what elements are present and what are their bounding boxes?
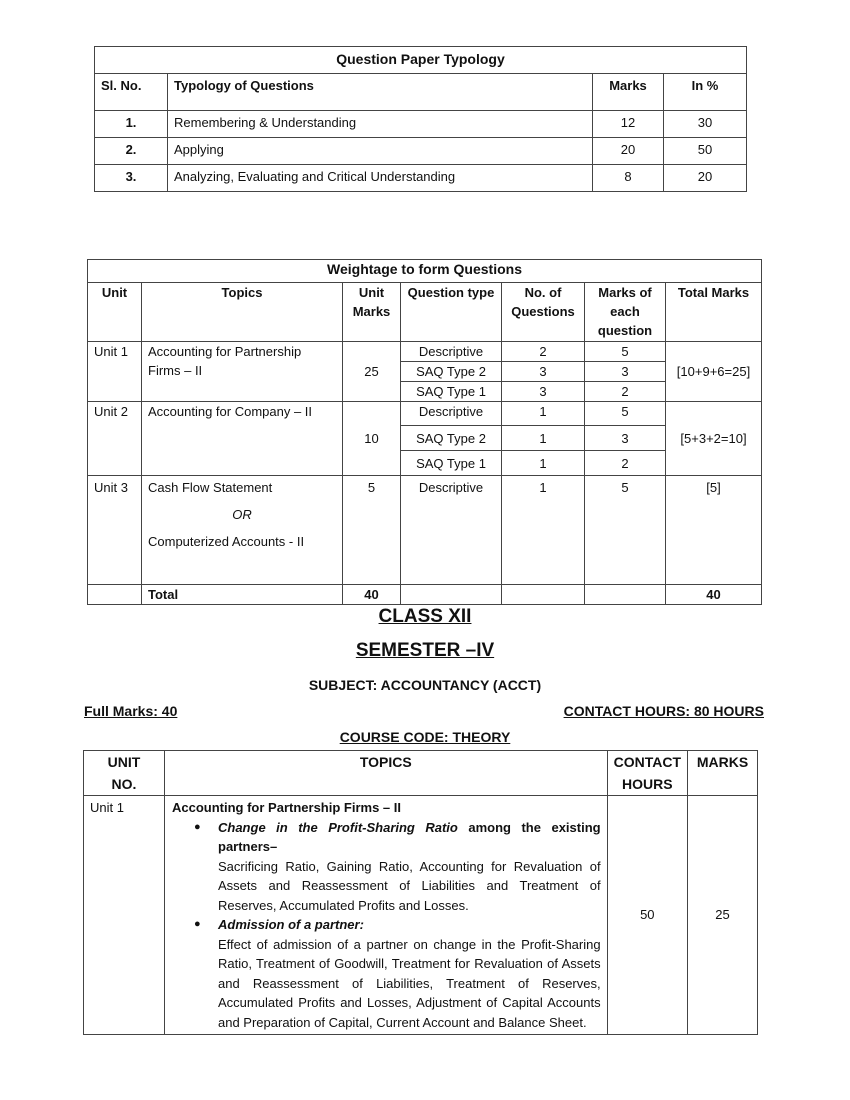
question-count: 1 — [502, 426, 585, 451]
item-heading-tail: among the existing partners– — [218, 819, 601, 854]
header-percent: In % — [664, 74, 747, 111]
header-total-marks: Total Marks — [666, 283, 762, 342]
contact-hours-value: 50 — [607, 796, 687, 1035]
topic-or: OR — [232, 507, 252, 522]
typology-text: Analyzing, Evaluating and Critical Understanding — [168, 165, 593, 192]
header-question-type: Question type — [401, 283, 502, 342]
question-marks: 3 — [585, 362, 666, 382]
question-type: Descriptive — [401, 476, 502, 585]
total-unit-marks: 40 — [343, 585, 401, 605]
sl-no: 2. — [95, 138, 168, 165]
question-marks: 2 — [585, 382, 666, 402]
sl-no: 3. — [95, 165, 168, 192]
header-marks: MARKS — [688, 751, 758, 796]
weightage-header-row — [88, 283, 762, 342]
question-count: 3 — [502, 382, 585, 402]
header-marks: Marks — [593, 74, 664, 111]
table-row — [88, 402, 762, 426]
unit-label: Unit 2 — [88, 402, 142, 476]
list-item — [194, 818, 601, 916]
unit-label: Unit 3 — [88, 476, 142, 585]
course-code: COURSE CODE: THEORY — [339, 729, 511, 745]
question-marks: 5 — [585, 402, 666, 426]
question-type: SAQ Type 2 — [401, 426, 502, 451]
marks-value: 25 — [688, 796, 758, 1035]
list-item — [194, 915, 601, 1032]
total-label: Total — [142, 585, 343, 605]
unit-topic: Accounting for Company – II — [142, 402, 343, 476]
header-unit: Unit — [88, 283, 142, 342]
question-type: Descriptive — [401, 342, 502, 362]
header-sl-no: Sl. No. — [95, 74, 168, 111]
question-marks: 5 — [585, 342, 666, 362]
unit-marks: 25 — [343, 342, 401, 402]
bullet-icon: ● — [194, 820, 201, 833]
bullet-icon: ● — [194, 918, 201, 930]
total-marks: [10+9+6=25] — [666, 342, 762, 402]
typology-text: Applying — [168, 138, 593, 165]
semester-title: SEMESTER –IV — [355, 640, 495, 661]
sl-no: 1. — [95, 111, 168, 138]
question-count: 2 — [502, 342, 585, 362]
topic-title: Accounting for Partnership Firms – II — [172, 800, 401, 815]
topic-list — [172, 818, 601, 1033]
item-heading: Change in the Profit-Sharing Ratio — [218, 819, 458, 835]
table-row — [95, 111, 747, 138]
marks-value: 12 — [593, 111, 664, 138]
class-title: CLASS XII — [378, 606, 472, 627]
question-count: 1 — [502, 402, 585, 426]
table-row — [95, 165, 747, 192]
total-row — [88, 585, 762, 605]
typology-table — [94, 46, 747, 192]
unit-marks: 10 — [343, 402, 401, 476]
topics-cell — [165, 796, 608, 1035]
total-marks: [5+3+2=10] — [666, 402, 762, 476]
syllabus-table — [83, 750, 758, 1035]
header-hours-line1: CONTACT — [613, 754, 681, 770]
syllabus-header-row — [84, 751, 758, 796]
table-row — [88, 476, 762, 585]
header-typology: Typology of Questions — [168, 74, 593, 111]
question-count: 1 — [502, 476, 585, 585]
total-marks: [5] — [666, 476, 762, 585]
question-type: SAQ Type 1 — [401, 451, 502, 476]
typology-title: Question Paper Typology — [95, 47, 747, 74]
full-marks: Full Marks: 40 — [84, 703, 178, 719]
percent-value: 30 — [664, 111, 747, 138]
header-unit-line1: UNIT — [107, 754, 141, 770]
item-heading: Admission of a partner: — [218, 917, 364, 932]
unit-label: Unit 1 — [84, 796, 165, 1035]
grand-total: 40 — [666, 585, 762, 605]
unit-topic — [142, 476, 343, 585]
question-marks: 2 — [585, 451, 666, 476]
header-unit-marks: Unit Marks — [343, 283, 401, 342]
unit-label: Unit 1 — [88, 342, 142, 402]
table-row — [88, 342, 762, 362]
question-count: 3 — [502, 362, 585, 382]
unit-marks: 5 — [343, 476, 401, 585]
item-body: Sacrificing Ratio, Gaining Ratio, Accounting for Revaluation of Assets and Reassessment of Liabilities and Treatment of Reserves, Accumulated Profits and Losses. — [218, 858, 601, 913]
table-row — [95, 138, 747, 165]
header-unit-line2: NO. — [111, 776, 137, 792]
header-topics: TOPICS — [165, 751, 608, 796]
question-type: Descriptive — [401, 402, 502, 426]
typology-header-row — [95, 74, 747, 111]
unit-topic: Accounting for Partnership Firms – II — [142, 342, 343, 402]
header-topics: Topics — [142, 283, 343, 342]
question-count: 1 — [502, 451, 585, 476]
question-marks: 5 — [585, 476, 666, 585]
topic-cash-flow: Cash Flow Statement — [148, 480, 273, 495]
item-body: Effect of admission of a partner on change in the Profit-Sharing Ratio, Treatment of Goodwill, Treatment for Revaluation of Assets and Reassessment of Liabilities, Treatment of Reserves, Accumulated Profits and Losses, Adjustment of Capital Accounts and Preparation of Capital, Current Account and Balance Sheet. — [218, 936, 601, 1030]
header-no-of-questions: No. of Questions — [502, 283, 585, 342]
weightage-table — [87, 259, 762, 605]
marks-value: 20 — [593, 138, 664, 165]
weightage-title: Weightage to form Questions — [88, 260, 762, 283]
header-marks-each: Marks of each question — [585, 283, 666, 342]
percent-value: 50 — [664, 138, 747, 165]
question-type: SAQ Type 1 — [401, 382, 502, 402]
contact-hours: CONTACT HOURS: 80 HOURS — [563, 703, 764, 719]
header-unit-no — [84, 751, 165, 796]
header-hours-line2: HOURS — [622, 776, 673, 792]
question-type: SAQ Type 2 — [401, 362, 502, 382]
percent-value: 20 — [664, 165, 747, 192]
question-marks: 3 — [585, 426, 666, 451]
typology-text: Remembering & Understanding — [168, 111, 593, 138]
table-row — [84, 796, 758, 1035]
subject-title: SUBJECT: ACCOUNTANCY (ACCT) — [308, 677, 542, 693]
marks-value: 8 — [593, 165, 664, 192]
topic-computerized: Computerized Accounts - II — [148, 534, 305, 549]
header-contact-hours — [607, 751, 687, 796]
